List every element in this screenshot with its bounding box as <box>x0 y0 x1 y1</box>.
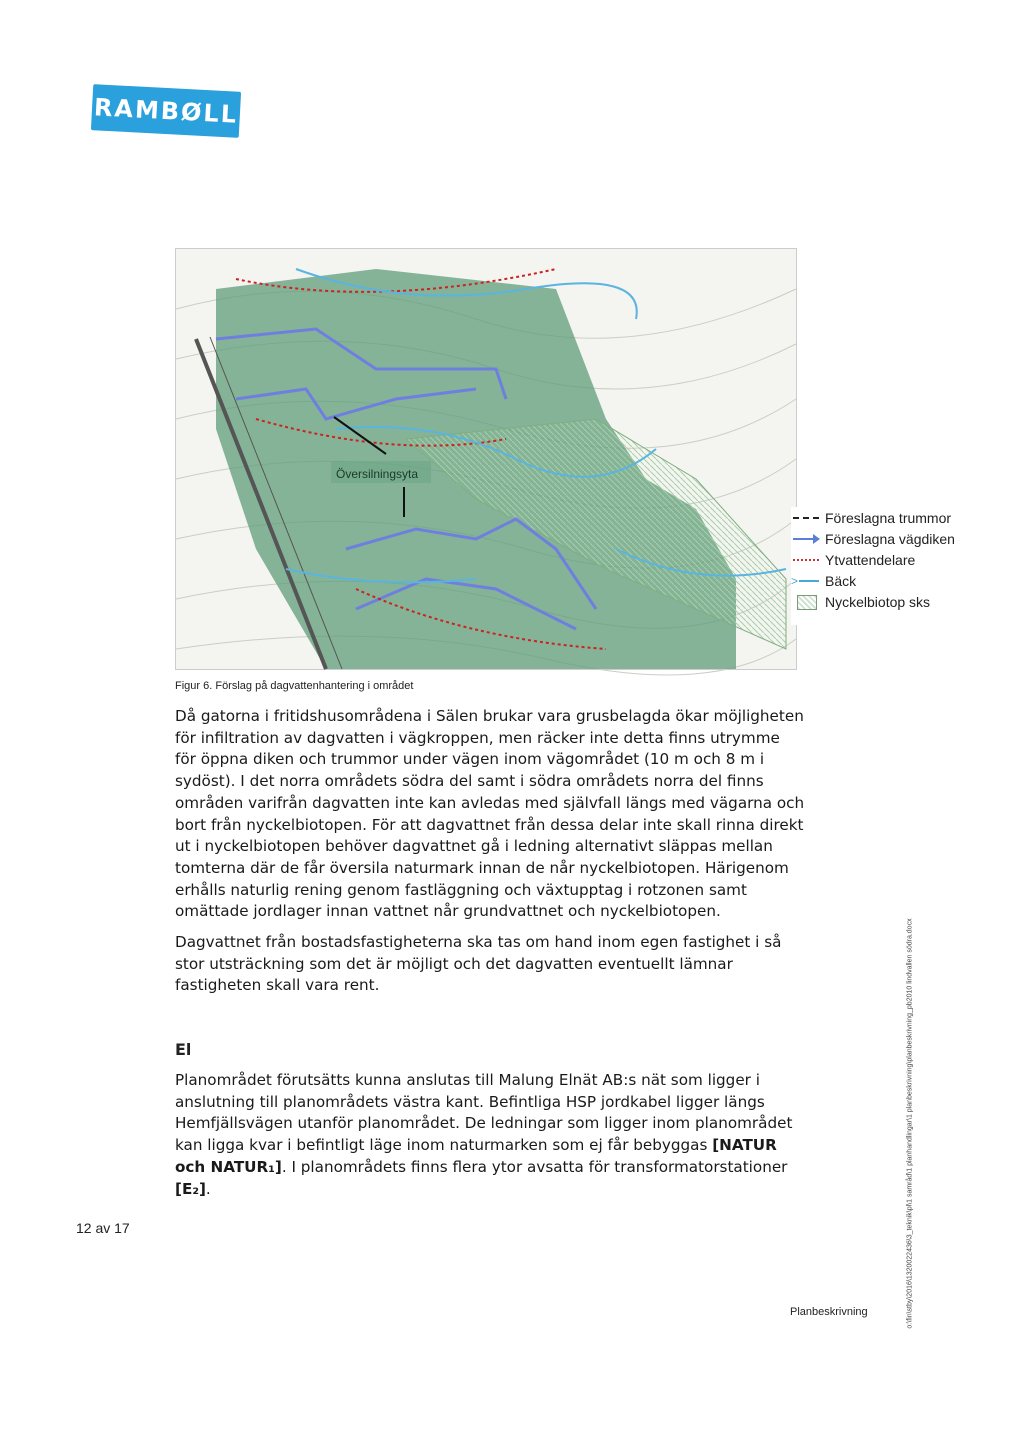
paragraph-stormwater: Då gatorna i fritidshusområdena i Sälen brukar vara grusbelagda ökar möjligheten för infiltration av dagvatten i vägkroppen, men räcker inte detta finns utrymme för öppna diken och trummor under vägen inom vägområdet (10 m och 8 m i sydöst). I det norra områdets södra del samt i södra områdets norra del finns områden varifrån dagvatten inte kan avledas med självfall längs med vägarna och bort från nyckelbiotopen. För att dagvattnet från dessa delar inte skall rinna direkt ut i nyckelbiotopen behöver dagvattnet gå i ledning alternativt släppas mellan tomterna där de får översila naturmark innan de når nyckelbiotopen. Härigenom erhålls naturlig rening genom fastläggning och växtupptag i rotzonen samt omättade jordlager innan vattnet når grundvattnet och nyckelbiotopen. <box>175 707 805 921</box>
legend-item: Nyckelbiotop sks <box>791 591 969 612</box>
section-heading-el: El <box>175 1040 192 1059</box>
legend-item: > Bäck <box>791 572 857 589</box>
stormwater-map <box>175 248 955 670</box>
document-path: o:\fin\stby\2016\1320022436\3_teknik\pl\1 samråd\1 planhandlingar\1 planbeskrivning\planbeskrivning_pb2010 lindvallen södra.docx <box>906 918 914 1329</box>
arrow-line-icon <box>791 532 821 546</box>
overlay-label: Översilningsyta <box>336 467 419 481</box>
map-drawing <box>176 249 796 669</box>
figure-caption: Figur 6. Förslag på dagvattenhantering i området <box>175 680 414 692</box>
hatched-box-icon <box>791 595 821 609</box>
paragraph-property-water: Dagvattnet från bostadsfastigheterna ska tas om hand inom egen fastighet i så stor utsträckning som det är möjligt och det dagvatten eventuellt lämnar fastigheten skall vara rent. <box>175 933 782 995</box>
map-legend <box>791 507 969 625</box>
logo-text: RAMBØLL <box>93 93 239 129</box>
legend-item: Föreslagna trummor <box>791 507 969 528</box>
dotted-line-icon <box>791 553 821 567</box>
legend-item: Föreslagna vägdiken <box>791 528 969 549</box>
ramboll-logo <box>91 84 241 138</box>
footer-label: Planbeskrivning <box>790 1306 868 1318</box>
page-number: 12 av 17 <box>76 1220 130 1236</box>
legend-item: Ytvattendelare <box>791 549 969 570</box>
paragraph-electricity: Planområdet förutsätts kunna anslutas till Malung Elnät AB:s nät som ligger i anslutning till planområdets västra kant. Befintliga HSP jordkabel ligger längs Hemfjällsvägen utanför planområdet. De ledningar som ligger inom planområdet kan ligga kvar i befintligt läge inom naturmarken som ej får bebyggas [NATUR och NATUR₁]. I planområdets finns flera ytor avsatta för transformatorstationer [E₂]. <box>175 1071 793 1198</box>
dashed-line-icon <box>791 511 821 525</box>
stream-icon: > <box>791 574 821 588</box>
